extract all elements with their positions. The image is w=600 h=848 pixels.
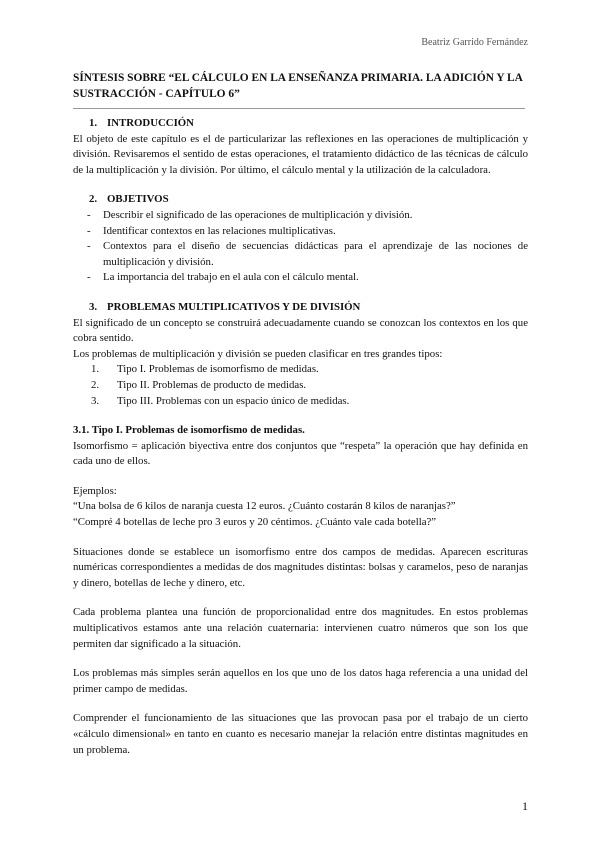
section-number: 2.: [89, 193, 98, 206]
ejemplos-label: Ejemplos:: [73, 484, 117, 497]
section-heading-objetivos: [73, 192, 528, 208]
objectives-list: [73, 208, 528, 286]
list-item: 2. Tipo II. Problemas de producto de medidas.: [91, 378, 307, 391]
problemas-paragraph-2: Los problemas de multiplicación y división se pueden clasificar en tres grandes tipos:: [73, 347, 443, 360]
title-divider: [73, 108, 525, 109]
problem-types-list: [73, 362, 528, 409]
list-item: - Contextos para el diseño de secuencias didácticas para el aprendizaje de las nociones de multiplicación y división.: [73, 239, 528, 270]
section-title: INTRODUCCIÓN: [107, 117, 194, 129]
simples-paragraph: Los problemas más simples serán aquellos en los que uno de los datos haga referencia a una unidad del primer campo de medidas.: [73, 667, 528, 695]
situaciones-paragraph: Situaciones donde se establece un isomorfismo entre dos campos de medidas. Aparecen escrituras numéricas correspondientes a medidas de dos magnitudes distintas: bolsas y caramelos, peso de naranjas y dinero, botellas de leche y dinero, etc.: [73, 545, 528, 589]
example-2: “Compré 4 botellas de leche pro 3 euros y 20 céntimos. ¿Cuánto vale cada botella?”: [73, 516, 437, 529]
problemas-paragraph-1: El significado de un concepto se construirá adecuadamente cuando se conozcan los contextos en los que cobra sentido.: [73, 316, 528, 345]
document-title: SÍNTESIS SOBRE “EL CÁLCULO EN LA ENSEÑANZA PRIMARIA. LA ADICIÓN Y LA SUSTRACCIÓN - CAPÍTULO 6”: [73, 72, 523, 100]
isomorfismo-definition: Isomorfismo = aplicación biyectiva entre dos conjuntos que “respeta” la operación que hay definida en cada uno de ellos.: [73, 439, 528, 468]
document-body: [73, 116, 528, 758]
section-title: OBJETIVOS: [107, 193, 169, 206]
intro-paragraph: El objeto de este capítulo es el de particularizar las reflexiones en las operaciones de multiplicación y división. Revisaremos el sentido de estas operaciones, el tratamiento didáctico de las técnicas de cálculo de la multiplicación y la división. Por último, el cálculo mental y la utilización de la calculadora.: [73, 132, 528, 176]
page-number: 1: [522, 799, 528, 813]
list-item: 1. Tipo I. Problemas de isomorfismo de medidas.: [91, 363, 319, 376]
funcion-paragraph: Cada problema plantea una función de proporcionalidad entre dos magnitudes. En estos problemas multiplicativos estamos ante una relación cuaternaria: intervienen cuatro números que son los que permiten dar significado a la situación.: [73, 606, 528, 650]
section-title: PROBLEMAS MULTIPLICATIVOS Y DE DIVISIÓN: [107, 300, 361, 313]
list-item: - Describir el significado de las operaciones de multiplicación y división.: [73, 208, 528, 224]
list-item: - Identificar contextos en las relaciones multiplicativas.: [73, 224, 528, 240]
author-header: Beatriz Garrido Fernández: [421, 37, 528, 48]
list-item: - La importancia del trabajo en el aula con el cálculo mental.: [73, 270, 528, 286]
list-item: 3. Tipo III. Problemas con un espacio único de medidas.: [91, 394, 350, 407]
subsection-heading-tipo1: 3.1. Tipo I. Problemas de isomorfismo de medidas.: [73, 424, 305, 437]
example-1: “Una bolsa de 6 kilos de naranja cuesta 12 euros. ¿Cuánto costarán 8 kilos de naranjas?”: [73, 500, 456, 513]
section-number: 3.: [89, 300, 98, 313]
section-heading-intro: [73, 116, 528, 132]
section-heading-problemas: [73, 300, 528, 316]
comprender-paragraph: Comprender el funcionamiento de las situaciones que las provocan pasa por el trabajo de un cierto «cálculo dimensional» en tanto en cuanto es necesario manejar la relación entre distintas magnitudes en un problema.: [73, 712, 528, 756]
section-number: 1.: [89, 117, 98, 129]
